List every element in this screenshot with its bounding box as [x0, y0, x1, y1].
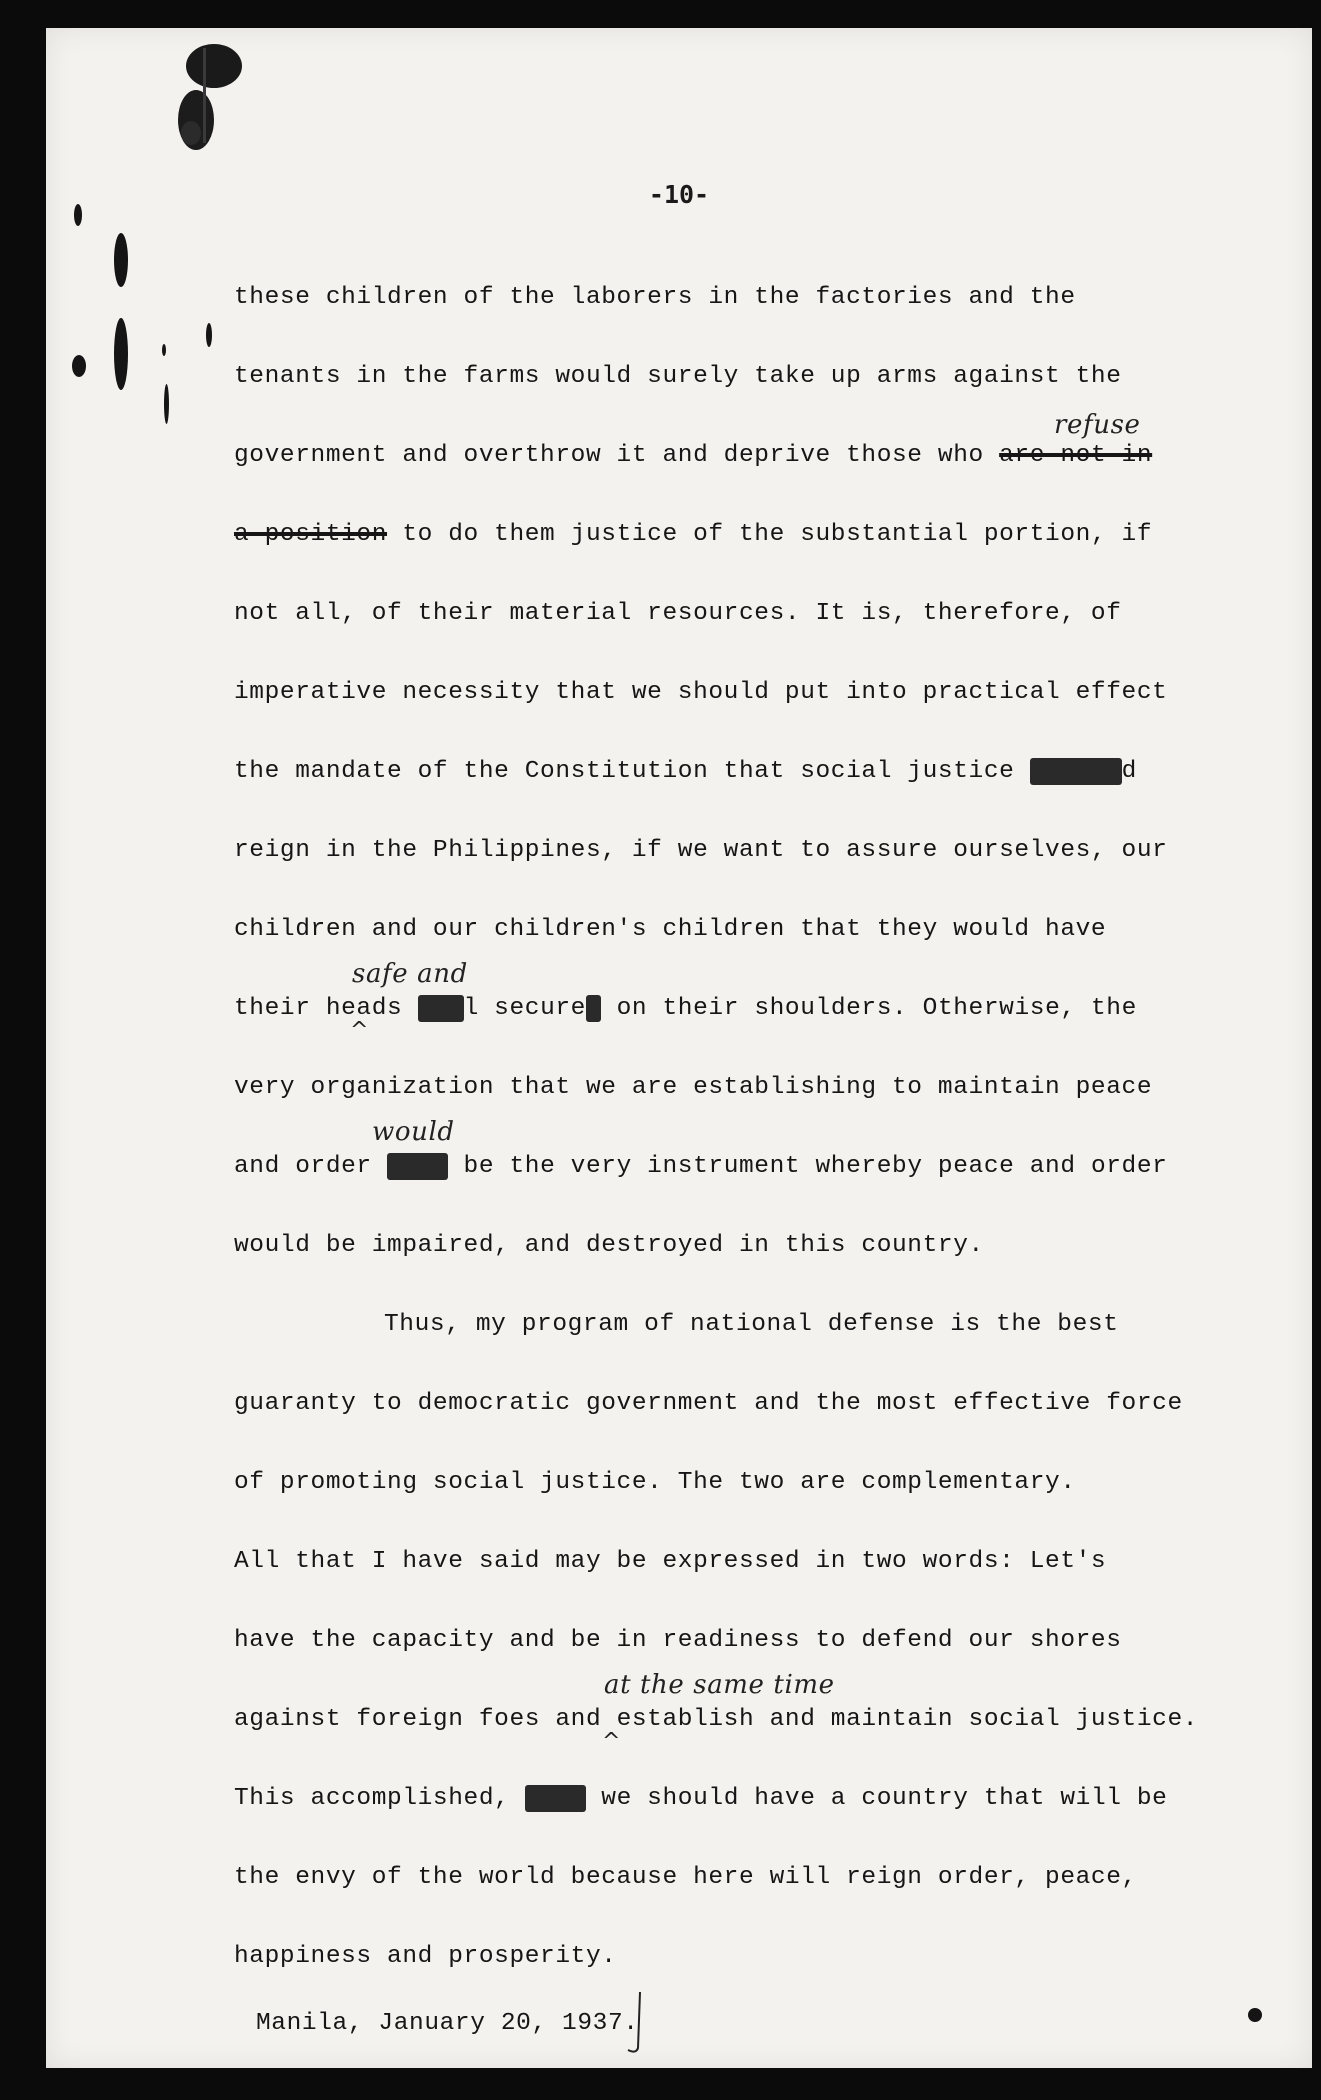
text-line-rest: we should have a country that will be	[585, 1785, 1168, 1812]
struck-word-will: will	[387, 1153, 449, 1180]
text-line	[234, 732, 1274, 811]
text-line-start: and order	[234, 1153, 388, 1180]
handwritten-safe-and: safe and	[352, 959, 468, 989]
text-line: not all, of their material resources. It is, therefore, of	[234, 600, 1122, 627]
struck-word-then: then	[524, 1785, 586, 1812]
page-number: -10-	[648, 180, 710, 209]
closing-pen-stroke	[626, 1988, 656, 2058]
handwritten-refuse: refuse	[1054, 410, 1141, 440]
text-line: guaranty to democratic government and the most effective force	[234, 1390, 1183, 1417]
text-line-rest: to do them justice of the substantial portion, if	[387, 521, 1153, 548]
text-line-rest: be the very instrument whereby peace and order	[448, 1153, 1168, 1180]
ink-stain-decoration	[146, 28, 256, 188]
place-and-date: Manila, January 20, 1937.	[256, 2010, 639, 2037]
text-line-start: their heads	[234, 995, 418, 1022]
insert-caret: ^	[350, 1018, 370, 1043]
word-tail: d	[1121, 758, 1137, 785]
text-line: these children of the laborers in the factories and the	[234, 284, 1076, 311]
text-line: the envy of the world because here will reign order, peace,	[234, 1864, 1137, 1891]
text-line-rest: , and destroyed in this country.	[494, 1232, 984, 1259]
text-line	[234, 959, 1274, 1048]
text-line-start: This accomplished,	[234, 1785, 525, 1812]
text-line	[234, 1206, 1274, 1285]
handwritten-at-the-same-time: at the same time	[604, 1670, 835, 1700]
text-line	[234, 410, 1274, 495]
struck-phrase-a-position: a position	[234, 521, 388, 548]
text-line: Thus, my program of national defense is the best	[384, 1311, 1119, 1338]
text-line-start: would be impaired	[234, 1232, 495, 1259]
struck-word-should: should	[1029, 758, 1122, 785]
text-line	[234, 1759, 1274, 1838]
text-line: have the capacity and be in readiness to defend our shores	[234, 1627, 1122, 1654]
text-line: All that I have said may be expressed in two words: Let's	[234, 1548, 1107, 1575]
document-body	[234, 258, 1274, 1996]
text-line: children and our children's children that they would have	[234, 916, 1107, 943]
word-tail: l secure	[463, 995, 586, 1022]
text-line-start: against foreign foes and	[234, 1706, 617, 1733]
handwritten-would: would	[372, 1117, 455, 1147]
document-page	[46, 28, 1312, 2068]
insert-caret: ^	[602, 1729, 622, 1754]
text-line: tenants in the farms would surely take up arms against the	[234, 363, 1122, 390]
text-line: of promoting social justice. The two are complementary.	[234, 1469, 1076, 1496]
text-line	[234, 495, 1274, 574]
text-line	[234, 1670, 1274, 1759]
text-line	[234, 1117, 1274, 1206]
struck-word-will: wil	[417, 995, 464, 1022]
text-line: imperative necessity that we should put into practical effect	[234, 679, 1168, 706]
text-line-rest: establish and maintain social justice.	[616, 1706, 1199, 1733]
text-line-start: government and overthrow it and deprive those who	[234, 442, 1000, 469]
text-line-rest: on their shoulders. Otherwise, the	[601, 995, 1137, 1022]
text-line: reign in the Philippines, if we want to assure ourselves, our	[234, 837, 1168, 864]
text-line: happiness and prosperity.	[234, 1943, 617, 1970]
struck-phrase-are-not-in: are not in	[999, 442, 1153, 469]
struck-letter-d: d	[585, 995, 602, 1022]
text-line: very organization that we are establishing to maintain peace	[234, 1074, 1153, 1101]
text-line-start: the mandate of the Constitution that social justice	[234, 758, 1030, 785]
